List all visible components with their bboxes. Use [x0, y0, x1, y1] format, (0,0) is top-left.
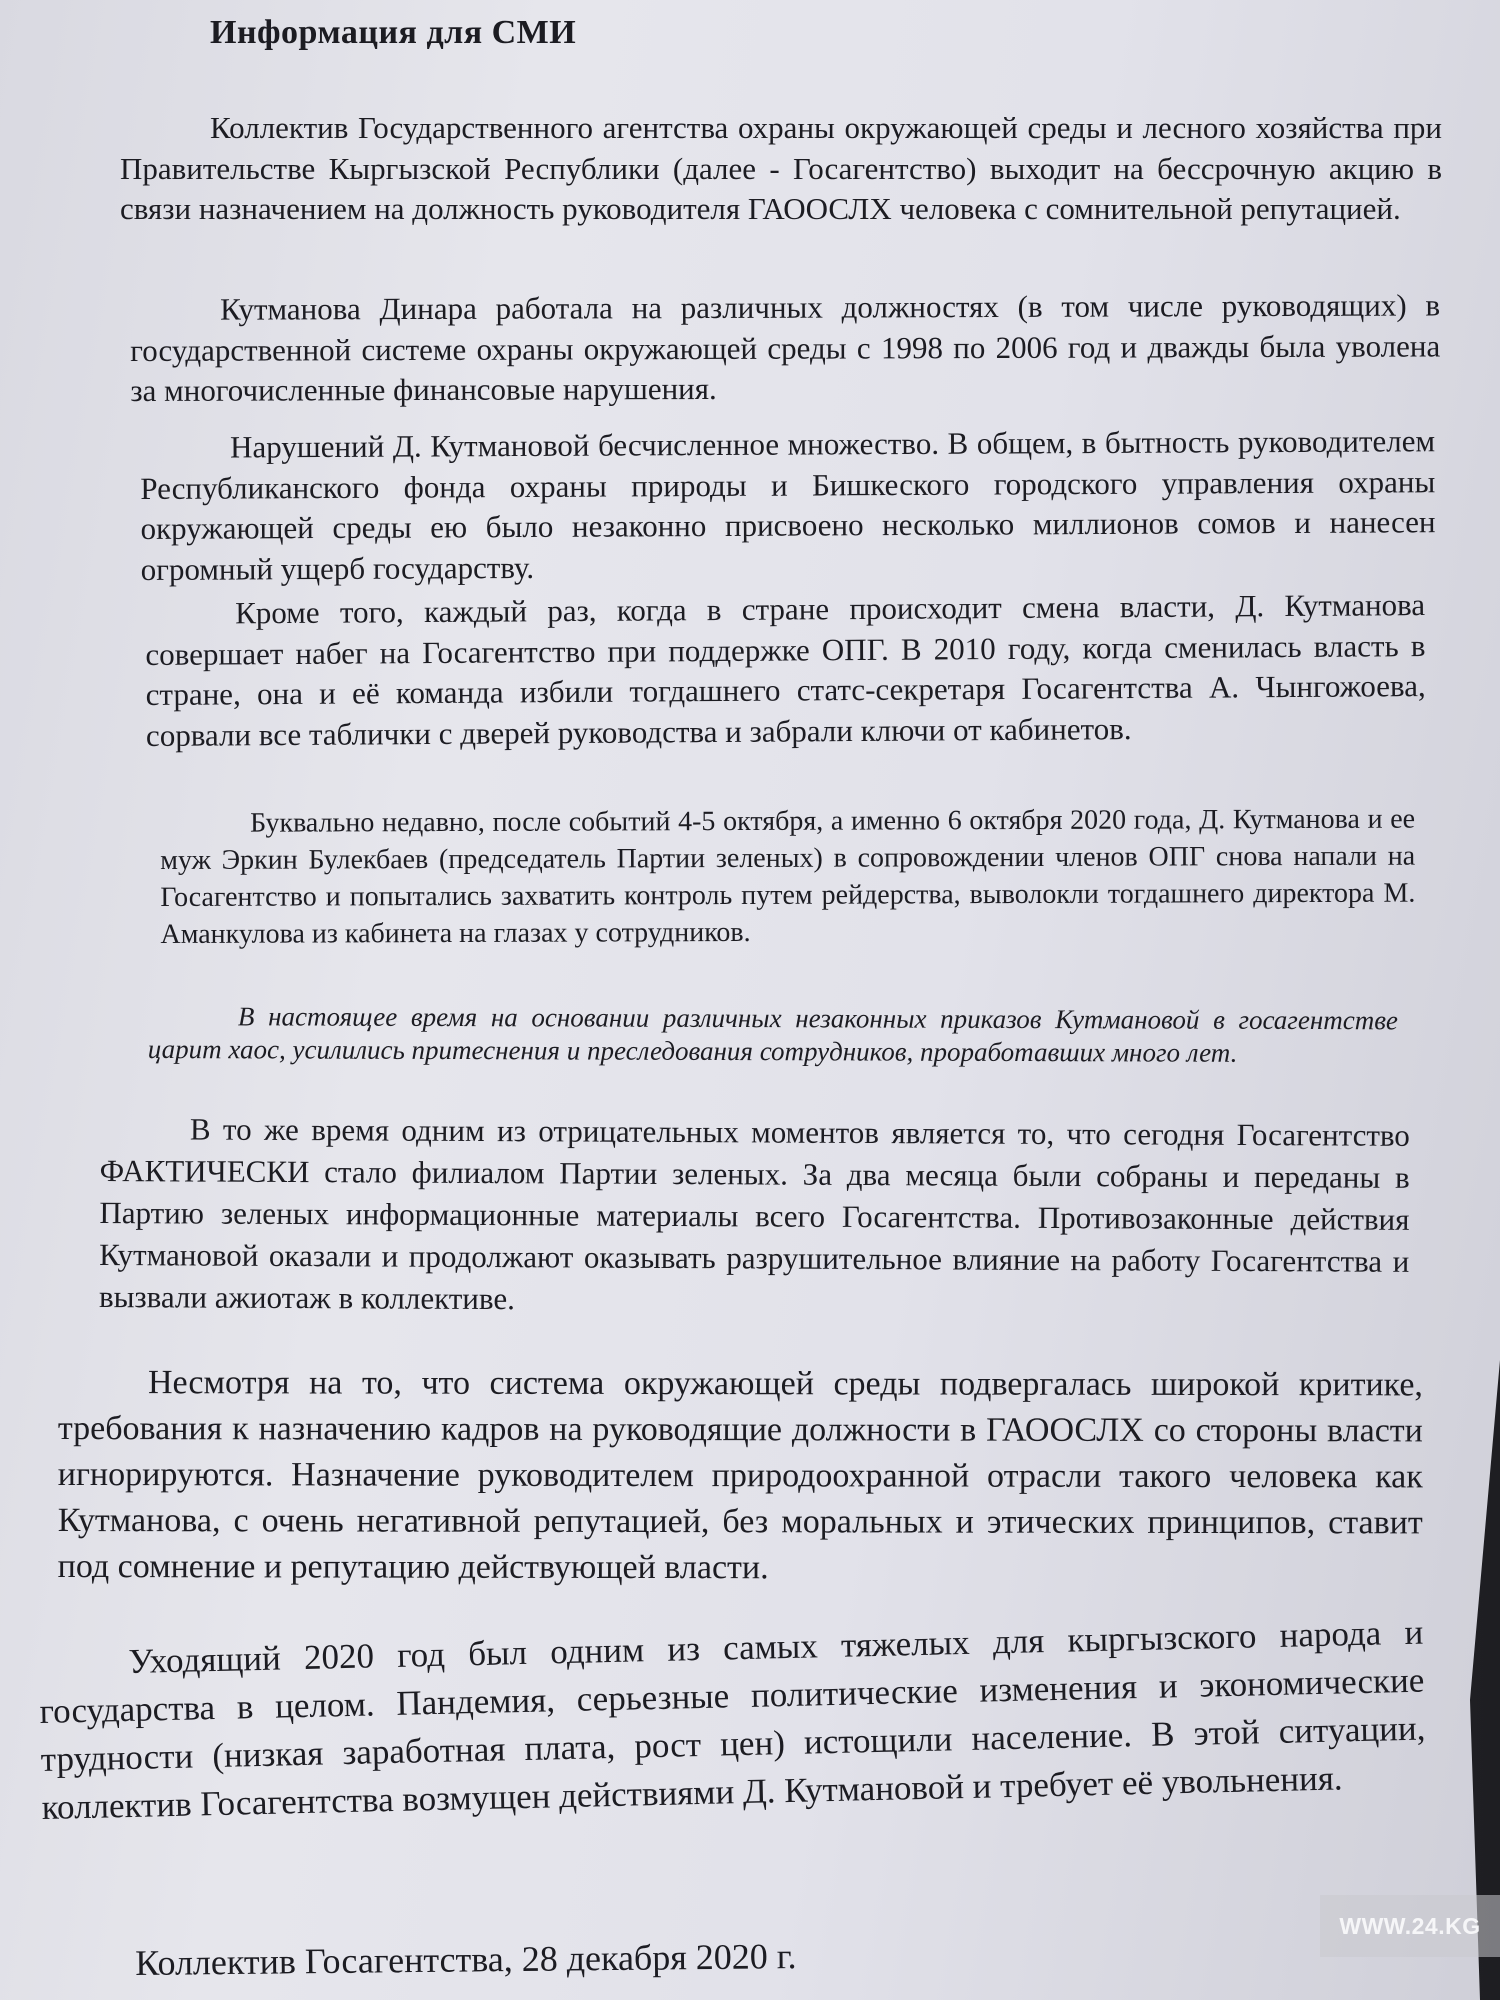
- paragraph-1: Коллектив Государственного агентства охраны окружающей среды и лесного хозяйства при Правительстве Кыргызской Республики (далее - Госагентство) выходит на бессрочную акцию в связи назначением на должность руководителя ГАООСЛХ человека с сомнительной репутацией.: [120, 110, 1442, 226]
- watermark-text: WWW.24.KG: [1339, 1912, 1481, 1939]
- paragraph-2: Кутманова Динара работала на различных должностях (в том числе руководящих) в государственной системе охраны окружающей среды с 1998 по 2006 год и дважды была уволена за многочисленные финансовые нарушения.: [130, 287, 1441, 408]
- paragraph-5: Буквально недавно, после событий 4-5 октября, а именно 6 октября 2020 года, Д. Кутманова и ее муж Эркин Булекбаев (председатель Партии зеленых) в сопровождении членов ОПГ снова напали на Госагентство и попытались захватить контроль путем рейдерства, выволокли тогдашнего директора М. Аманкулова из кабинета на глазах у сотрудников.: [160, 803, 1416, 950]
- paragraph-8: Несмотря на то, что система окружающей среды подвергалась широкой критике, требования к назначению кадров на руководящие должности в ГАООСЛХ со стороны власти игнорируются. Назначение руководителем природоохранной отрасли такого человека как Кутманова, с очень негативной репутацией, без моральных и этических принципов, ставит под сомнение и репутацию действующей власти.: [57, 1364, 1423, 1587]
- paragraph-6: В настоящее время на основании различных незаконных приказов Кутмановой в госагентстве царит хаос, усилились притеснения и преследования сотрудников, проработавших много лет.: [147, 1001, 1398, 1068]
- paragraph-7: В то же время одним из отрицательных моментов является то, что сегодня Госагентство ФАКТИЧЕСКИ стало филиалом Партии зеленых. За два месяца были собраны и переданы в Партию зеленых информационные материалы всего Госагентства. Противозаконные действия Кутмановой оказали и продолжают оказывать разрушительное влияние на работу Госагентства и вызвали ажиотаж в коллективе.: [98, 1111, 1410, 1317]
- site-watermark: [1320, 1895, 1500, 1957]
- paragraph-3: Нарушений Д. Кутмановой бесчисленное множество. В общем, в бытность руководителем Республиканского фонда охраны природы и Бишкеского городского управления охраны окружающей среды ею было незаконно присвоено несколько миллионов сомов и нанесен огромный ущерб государству.: [140, 423, 1436, 587]
- document-title: Информация для СМИ: [210, 14, 577, 51]
- paragraph-4: Кроме того, каждый раз, когда в стране происходит смена власти, Д. Кутманова совершает набег на Госагентство при поддержке ОПГ. В 2010 году, когда сменилась власть в стране, она и её команда избили тогдашнего статс-секретаря Госагентства А. Чынгожоева, сорвали все таблички с дверей руководства и забрали ключи от кабинетов.: [145, 587, 1426, 753]
- paragraph-9: Уходящий 2020 год был одним из самых тяжелых для кыргызского народа и государства в целом. Пандемия, серьезные политические изменения и экономические трудности (низкая заработная плата, рост цен) истощили население. В этой ситуации, коллектив Госагентства возмущен действиями Д. Кутмановой и требует её увольнения.: [39, 1612, 1426, 1827]
- signature-line: Коллектив Госагентства, 28 декабря 2020 г.: [135, 1936, 797, 1983]
